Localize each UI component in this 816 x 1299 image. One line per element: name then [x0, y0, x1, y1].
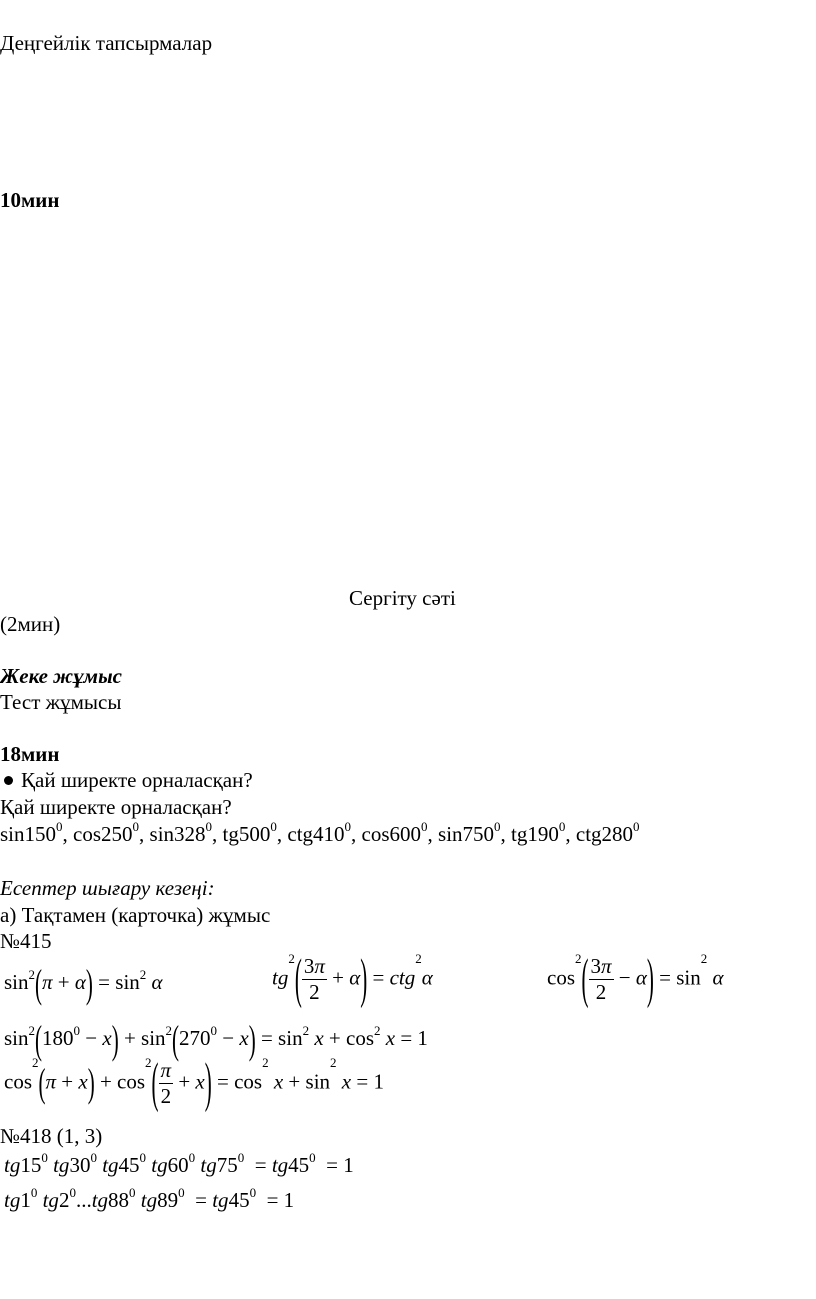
- stage-title: Есептер шығару кезеңі:: [0, 876, 215, 900]
- formula-415-3: $\cos^2(\pi + x) + \cos^2$( $\frac{\pi}{2}$ + $x) = \cos^2 x + \sin^2 x = 1$: [4, 1051, 384, 1114]
- angle-item: $\cos 250^0$: [73, 819, 140, 846]
- formula-415-1b: $tg^2$( $\frac{3\pi}{2}$ + α) = ctg$^2$α: [272, 947, 433, 1010]
- angle-item: $tg500^0$: [222, 819, 277, 846]
- individual-work-title: Жеке жұмыс: [0, 664, 122, 688]
- time-2-min: (2мин): [0, 612, 61, 636]
- time-18-min: 18мин: [0, 742, 60, 766]
- formula-415-1c: $\cos^2$( $\frac{3\pi}{2}$ − $\alpha) = \sin^2 \alpha$: [547, 947, 724, 1010]
- problem-418-label: №418 (1, 3): [0, 1124, 103, 1148]
- degree-mark: 0: [132, 819, 140, 834]
- angle-item: $\sin 750^0$: [438, 819, 501, 846]
- formula-415-1a: $\sin^2(\pi + \alpha) = \sin^2 \alpha$: [4, 960, 163, 1007]
- degree-mark: 0: [558, 819, 566, 834]
- heading: Деңгейлік тапсырмалар: [0, 31, 213, 55]
- degree-mark: 0: [421, 819, 428, 834]
- angle-item: $\cos 600^0$: [361, 819, 428, 846]
- angle-item: $tg190^0$: [511, 819, 566, 846]
- question: Қай ширекте орналасқан?: [0, 795, 232, 819]
- angle-item: $\sin 150^0$: [0, 819, 63, 846]
- formula-415-2: $\sin^2(180^0 - x) + \sin^2(270^0 - x) = \sin^2 x + \cos^2 x = 1$: [4, 1016, 428, 1063]
- degree-mark: 0: [205, 819, 213, 834]
- problem-415-label: №415: [0, 929, 52, 953]
- angle-item: $\sin 328^0$: [149, 819, 213, 846]
- bullet-icon: [4, 776, 13, 785]
- angle-item: $ctg280^0$: [575, 819, 640, 846]
- angles-list: $\sin 150^0$, $\cos 250^0$, $\sin 328^0$, $tg500^0$, $ctg410^0$, $\cos 600^0$, $\sin 750^0$, $tg190^0$, $ctg280^0$: [0, 819, 640, 846]
- test-work-label: Тест жұмысы: [0, 690, 122, 714]
- sergitu-title: Сергіту сәті: [349, 586, 456, 610]
- degree-mark: 0: [270, 819, 277, 834]
- degree-mark: 0: [344, 819, 352, 834]
- angle-item: $ctg410^0$: [287, 819, 352, 846]
- degree-mark: 0: [494, 819, 501, 834]
- formula-418-3: $tg1^0$ $tg2^0...tg88^0$ $tg89^0 = tg45^0 = 1$: [4, 1185, 295, 1212]
- degree-mark: 0: [56, 819, 63, 834]
- bullet-question-text: Қай ширекте орналасқан?: [21, 768, 253, 792]
- board-work-label: а) Тақтамен (карточка) жұмыс: [0, 903, 271, 927]
- degree-mark: 0: [633, 819, 640, 834]
- time-10-min: 10мин: [0, 188, 60, 212]
- bullet-question: [4, 770, 253, 791]
- formula-418-1: $tg15^0$ $tg30^0$ $tg45^0$ $tg60^0$ $tg75^0 = tg45^0 = 1$: [4, 1150, 354, 1177]
